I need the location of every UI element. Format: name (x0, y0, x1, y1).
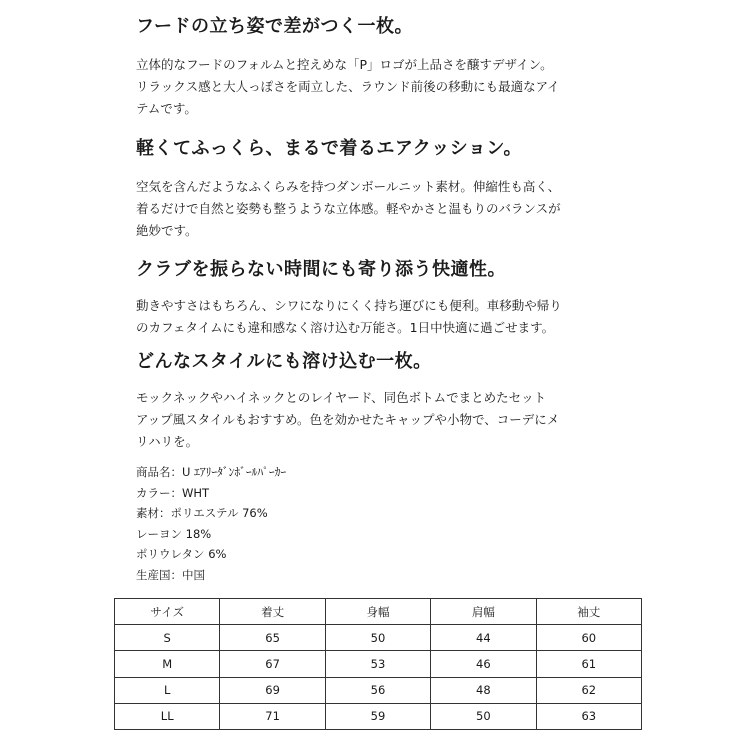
body-line: 動きやすさはもちろん、シワになりにくく持ち運びにも便利。車移動や帰り (136, 298, 562, 313)
section-heading: どんなスタイルにも溶け込む一枚。 (136, 351, 432, 372)
table-cell: 53 (325, 651, 430, 677)
table-cell: 50 (325, 625, 430, 651)
table-cell: 65 (220, 625, 325, 651)
table-cell: L (115, 677, 220, 703)
table-cell: 63 (536, 703, 641, 729)
size-table-header: 袖丈 (536, 599, 641, 625)
table-cell: 61 (536, 651, 641, 677)
body-line: アップ風スタイルもおすすめ。色を効かせたキャップや小物で、コーデにメ (136, 412, 560, 427)
body-line: 着るだけで自然と姿勢も整うような立体感。軽やかさと温もりのバランスが (136, 201, 561, 216)
table-cell: 60 (536, 625, 641, 651)
size-table-header: サイズ (115, 599, 220, 625)
section-body (136, 176, 656, 242)
size-table-header: 身幅 (325, 599, 430, 625)
table-cell: S (115, 625, 220, 651)
table-cell: 71 (220, 703, 325, 729)
section-style (136, 351, 656, 453)
table-cell: LL (115, 703, 220, 729)
table-cell: 69 (220, 677, 325, 703)
table-cell: 67 (220, 651, 325, 677)
size-table-header: 着丈 (220, 599, 325, 625)
table-cell: 44 (431, 625, 536, 651)
table-cell: 48 (431, 677, 536, 703)
section-comfort (136, 259, 656, 339)
body-line: 空気を含んだようなふくらみを持つダンボールニット素材。伸縮性も高く、 (136, 179, 561, 194)
section-hood (136, 16, 656, 120)
section-body (136, 295, 656, 339)
table-row (115, 651, 642, 677)
table-cell: 50 (431, 703, 536, 729)
body-line: リハリを。 (136, 434, 199, 449)
table-cell: 59 (325, 703, 430, 729)
section-heading: フードの立ち姿で差がつく一枚。 (136, 16, 413, 37)
section-heading: クラブを振らない時間にも寄り添う快適性。 (136, 259, 506, 280)
spec-product-name: 商品名：U ｴｱﾘｰﾀﾞﾝﾎﾞｰﾙﾊﾟｰｶｰ (136, 465, 287, 479)
table-row (115, 703, 642, 729)
section-body (136, 54, 656, 120)
body-line: 立体的なフードのフォルムと控えめな「P」ロゴが上品さを醸すデザイン。 (136, 57, 553, 72)
size-table-header: 肩幅 (431, 599, 536, 625)
table-cell: 62 (536, 677, 641, 703)
table-cell: M (115, 651, 220, 677)
product-specs (136, 462, 536, 585)
table-row (115, 625, 642, 651)
spec-material-polyurethane: ポリウレタン 6% (136, 547, 227, 561)
table-cell: 56 (325, 677, 430, 703)
body-line: リラックス感と大人っぽさを両立した、ラウンド前後の移動にも最適なアイ (136, 79, 560, 94)
body-line: テムです。 (136, 101, 197, 116)
table-row (115, 677, 642, 703)
section-air-cushion (136, 138, 656, 242)
spec-material: 素材：ポリエステル 76% (136, 506, 268, 520)
spec-color: カラー：WHT (136, 485, 210, 500)
body-line: 絶妙です。 (136, 223, 198, 238)
size-table-header-row (115, 599, 642, 625)
spec-country: 生産国：中国 (136, 567, 205, 582)
body-line: モックネックやハイネックとのレイヤード、同色ボトムでまとめたセット (136, 390, 547, 405)
table-cell: 46 (431, 651, 536, 677)
section-heading: 軽くてふっくら、まるで着るエアクッション。 (136, 138, 522, 159)
spec-material-rayon: レーヨン 18% (136, 526, 212, 541)
section-body (136, 387, 656, 453)
body-line: のカフェタイムにも違和感なく溶け込む万能さ。1日中快適に過ごせます。 (136, 320, 555, 335)
size-table (114, 598, 642, 730)
